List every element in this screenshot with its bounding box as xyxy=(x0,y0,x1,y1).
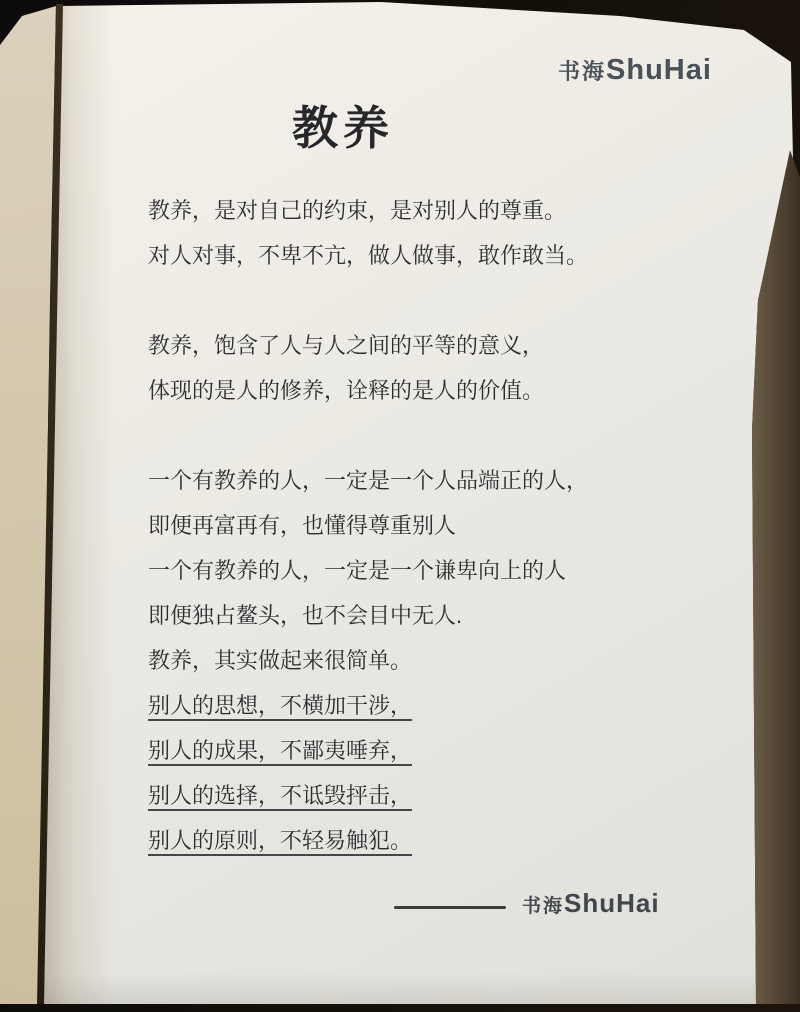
text-line xyxy=(148,593,588,638)
line-text: 一个有教养的人，一定是一个人品端正的人， xyxy=(148,468,589,493)
divider-line xyxy=(394,906,506,909)
brand-logo-cn: 书海 xyxy=(558,59,607,84)
brand-logo-top xyxy=(558,54,712,87)
text-line xyxy=(148,503,588,548)
text-line xyxy=(148,773,588,818)
line-text: 体现的是人的修养，诠释的是人的价值。 xyxy=(148,378,545,403)
text-line xyxy=(148,188,588,233)
poem-body xyxy=(148,188,588,863)
line-text: 即便独占鳌头，也不会目中无人. xyxy=(148,603,463,628)
text-line xyxy=(148,548,588,593)
text-line xyxy=(148,458,588,503)
brand-logo-cn: 书海 xyxy=(522,896,565,917)
text-line xyxy=(148,233,588,278)
brand-logo-bottom xyxy=(522,888,660,919)
line-text: 教养，饱含了人与人之间的平等的意义， xyxy=(148,333,545,358)
line-text: 一个有教养的人，一定是一个谦卑向上的人 xyxy=(148,558,567,583)
underlined-line-text: 别人的成果，不鄙夷唾弃， xyxy=(148,738,412,766)
page-title: 教养 xyxy=(292,102,394,154)
underlined-line-text: 别人的思想，不横加干涉， xyxy=(148,693,412,721)
text-line xyxy=(148,368,588,413)
underlined-line-text: 别人的原则，不轻易触犯。 xyxy=(148,828,412,856)
underlined-line-text: 别人的选择，不诋毁抨击， xyxy=(148,783,412,811)
line-text: 即便再富再有，也懂得尊重别人 xyxy=(148,513,457,538)
text-line xyxy=(148,683,588,728)
brand-logo-en: ShuHai xyxy=(606,54,712,86)
text-line xyxy=(148,638,588,683)
brand-logo-en: ShuHai xyxy=(564,888,660,918)
line-text: 教养，其实做起来很简单。 xyxy=(148,648,413,673)
text-line xyxy=(148,323,588,368)
line-text: 教养，是对自己的约束，是对别人的尊重。 xyxy=(148,198,567,223)
text-line xyxy=(148,728,588,773)
line-text: 对人对事，不卑不亢，做人做事，敢作敢当。 xyxy=(148,243,589,268)
text-line xyxy=(148,818,588,863)
